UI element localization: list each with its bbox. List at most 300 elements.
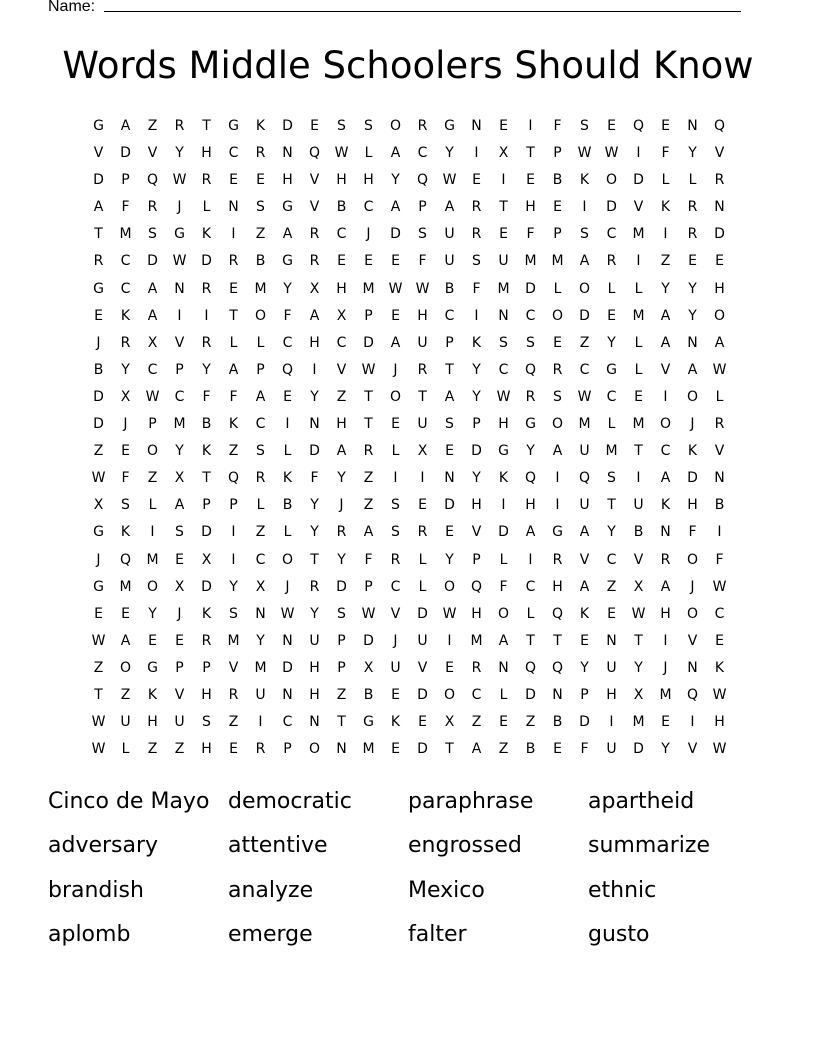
grid-letter: G — [93, 118, 104, 134]
grid-letter: R — [201, 172, 212, 189]
grid-letter: W — [712, 578, 727, 595]
grid-letter: P — [445, 334, 454, 351]
grid-row — [85, 384, 733, 411]
grid-letter: R — [201, 334, 212, 351]
grid-letter: L — [607, 416, 616, 433]
grid-letter: R — [228, 253, 239, 270]
grid-letter: B — [552, 172, 563, 189]
grid-letter: L — [499, 686, 508, 703]
grid-letter: Z — [147, 741, 158, 758]
grid-letter: E — [337, 253, 346, 270]
grid-letter: V — [660, 361, 671, 378]
grid-letter: D — [525, 280, 536, 297]
grid-letter: W — [577, 145, 592, 162]
grid-letter: Z — [363, 497, 374, 514]
grid-letter: N — [282, 686, 293, 703]
grid-letter: L — [526, 605, 535, 622]
grid-letter: Z — [606, 578, 617, 595]
grid-letter: H — [309, 334, 320, 351]
grid-letter: V — [93, 145, 104, 162]
grid-letter: I — [474, 145, 479, 162]
grid-letter: P — [553, 226, 562, 243]
grid-letter: K — [201, 226, 212, 243]
grid-letter: F — [364, 551, 373, 568]
grid-letter: S — [121, 497, 130, 514]
grid-letter: S — [202, 714, 211, 731]
grid-letter: R — [363, 443, 374, 460]
grid-letter: E — [580, 632, 589, 649]
grid-letter: P — [229, 497, 238, 514]
grid-letter: P — [580, 686, 589, 703]
grid-letter: F — [688, 524, 697, 541]
grid-row — [85, 547, 733, 574]
grid-letter: E — [445, 524, 454, 541]
grid-letter: N — [498, 307, 509, 324]
grid-letter: H — [714, 280, 725, 297]
grid-letter: W — [334, 145, 349, 162]
grid-letter: B — [255, 253, 266, 270]
grid-letter: F — [310, 470, 319, 487]
grid-letter: K — [579, 172, 590, 189]
grid-letter: L — [499, 551, 508, 568]
grid-letter: E — [553, 334, 562, 351]
word-list-item: paraphrase — [408, 789, 534, 814]
page-title: Words Middle Schoolers Should Know — [62, 44, 754, 87]
grid-letter: M — [254, 280, 267, 297]
grid-letter: G — [93, 578, 104, 595]
grid-letter: U — [417, 632, 428, 649]
word-list-item: brandish — [48, 877, 144, 903]
grid-letter: A — [309, 307, 320, 324]
grid-letter: A — [390, 199, 401, 216]
grid-letter: O — [389, 118, 402, 134]
grid-letter: F — [202, 388, 211, 405]
grid-letter: V — [633, 199, 644, 216]
grid-letter: P — [175, 361, 184, 378]
grid-letter: B — [444, 280, 455, 297]
grid-letter: H — [606, 686, 617, 703]
grid-letter: T — [310, 551, 319, 568]
grid-letter: J — [177, 605, 182, 622]
grid-letter: E — [391, 253, 400, 270]
grid-letter: M — [470, 632, 483, 649]
grid-letter: C — [228, 145, 239, 162]
grid-letter: H — [525, 497, 536, 514]
grid-letter: I — [555, 470, 560, 487]
grid-letter: Y — [148, 605, 157, 622]
grid-letter: C — [606, 551, 617, 568]
grid-letter: I — [582, 199, 587, 216]
grid-letter: T — [499, 199, 508, 216]
grid-row — [85, 628, 733, 655]
grid-letter: R — [714, 416, 725, 433]
grid-letter: A — [444, 199, 455, 216]
grid-letter: J — [690, 578, 695, 595]
grid-letter: J — [123, 416, 128, 433]
grid-letter: H — [525, 199, 536, 216]
grid-letter: G — [174, 226, 185, 243]
grid-letter: K — [201, 605, 212, 622]
grid-letter: D — [687, 470, 698, 487]
word-list-item: emerge — [228, 921, 313, 947]
grid-letter: Z — [255, 524, 266, 541]
name-label: Name: — [48, 0, 96, 15]
grid-letter: E — [391, 416, 400, 433]
grid-letter: T — [94, 686, 103, 703]
grid-letter: E — [688, 253, 697, 270]
grid-letter: M — [497, 280, 510, 297]
grid-letter: G — [498, 443, 509, 460]
grid-letter: D — [363, 632, 374, 649]
grid-letter: Z — [498, 741, 509, 758]
grid-letter: K — [687, 443, 698, 460]
grid-letter: A — [471, 741, 482, 758]
grid-letter: G — [93, 280, 104, 297]
grid-letter: I — [312, 361, 317, 378]
grid-letter: O — [389, 388, 402, 405]
grid-letter: Z — [336, 686, 347, 703]
grid-letter: P — [256, 361, 265, 378]
grid-letter: N — [309, 714, 320, 731]
grid-letter: K — [147, 686, 158, 703]
grid-letter: Y — [661, 741, 670, 758]
grid-letter: J — [96, 334, 101, 351]
word-list-item: engrossed — [408, 833, 522, 859]
grid-letter: D — [579, 714, 590, 731]
grid-letter: H — [363, 172, 374, 189]
grid-letter: R — [552, 551, 563, 568]
grid-letter: C — [606, 226, 617, 243]
grid-letter: A — [147, 307, 158, 324]
grid-letter: A — [552, 443, 563, 460]
grid-row — [85, 113, 733, 140]
grid-letter: N — [660, 524, 671, 541]
grid-letter: H — [498, 416, 509, 433]
grid-row — [85, 601, 733, 628]
grid-letter: R — [255, 145, 266, 162]
grid-letter: A — [363, 524, 374, 541]
grid-letter: C — [525, 578, 536, 595]
grid-letter: I — [528, 551, 533, 568]
grid-letter: O — [551, 416, 564, 433]
grid-letter: X — [309, 280, 320, 297]
grid-letter: H — [282, 172, 293, 189]
grid-letter: N — [255, 605, 266, 622]
grid-letter: V — [471, 524, 482, 541]
grid-letter: P — [337, 632, 346, 649]
grid-letter: Z — [174, 741, 185, 758]
grid-letter: M — [605, 443, 618, 460]
grid-letter: V — [687, 632, 698, 649]
grid-letter: N — [552, 686, 563, 703]
grid-letter: W — [91, 470, 106, 487]
grid-letter: C — [336, 226, 347, 243]
grid-letter: Y — [472, 388, 481, 405]
grid-letter: D — [417, 741, 428, 758]
grid-letter: E — [634, 388, 643, 405]
grid-letter: Q — [551, 605, 564, 622]
grid-letter: O — [686, 605, 699, 622]
grid-letter: N — [228, 199, 239, 216]
grid-letter: V — [579, 551, 590, 568]
grid-letter: U — [417, 334, 428, 351]
grid-letter: H — [660, 605, 671, 622]
grid-letter: B — [633, 524, 644, 541]
grid-letter: V — [309, 172, 320, 189]
grid-letter: R — [309, 253, 320, 270]
grid-letter: N — [498, 659, 509, 676]
grid-letter: X — [498, 145, 509, 162]
grid-letter: V — [228, 659, 239, 676]
grid-letter: T — [634, 632, 643, 649]
grid-letter: O — [686, 551, 699, 568]
grid-letter: Y — [283, 280, 292, 297]
letter-grid — [85, 113, 733, 763]
grid-letter: K — [255, 118, 266, 134]
grid-letter: D — [471, 443, 482, 460]
word-list-item: attentive — [228, 833, 328, 859]
word-list-item: adversary — [48, 833, 159, 859]
grid-letter: T — [634, 443, 643, 460]
grid-letter: D — [633, 741, 644, 758]
grid-letter: I — [231, 226, 236, 243]
grid-letter: G — [282, 199, 293, 216]
grid-letter: Z — [579, 334, 590, 351]
grid-row — [85, 519, 733, 546]
grid-letter: W — [91, 714, 106, 731]
grid-letter: J — [690, 416, 695, 433]
grid-letter: Y — [634, 659, 643, 676]
grid-letter: W — [361, 605, 376, 622]
grid-letter: A — [660, 578, 671, 595]
grid-letter: L — [121, 741, 130, 758]
grid-letter: O — [443, 578, 456, 595]
grid-letter: W — [172, 172, 187, 189]
grid-letter: G — [228, 118, 239, 134]
grid-letter: J — [393, 361, 398, 378]
grid-letter: A — [93, 199, 104, 216]
grid-letter: O — [281, 551, 294, 568]
grid-letter: E — [391, 686, 400, 703]
grid-letter: D — [444, 497, 455, 514]
grid-letter: E — [94, 605, 103, 622]
grid-letter: G — [525, 416, 536, 433]
grid-letter: Q — [524, 659, 537, 676]
grid-letter: R — [471, 659, 482, 676]
grid-letter: T — [202, 118, 211, 134]
grid-letter: O — [578, 280, 591, 297]
grid-letter: G — [363, 714, 374, 731]
grid-letter: Y — [337, 551, 346, 568]
grid-letter: H — [201, 686, 212, 703]
grid-letter: I — [501, 497, 506, 514]
grid-letter: C — [336, 334, 347, 351]
grid-letter: W — [712, 361, 727, 378]
grid-letter: Y — [445, 551, 454, 568]
grid-letter: D — [336, 578, 347, 595]
grid-row — [85, 655, 733, 682]
grid-letter: R — [390, 551, 401, 568]
grid-letter: W — [712, 741, 727, 758]
grid-letter: T — [229, 307, 238, 324]
grid-letter: Z — [525, 714, 536, 731]
grid-letter: R — [147, 199, 158, 216]
grid-letter: Y — [445, 145, 454, 162]
grid-letter: X — [363, 659, 374, 676]
grid-letter: R — [471, 199, 482, 216]
grid-letter: Y — [688, 145, 697, 162]
grid-letter: Q — [308, 145, 321, 162]
grid-letter: F — [661, 145, 670, 162]
grid-letter: F — [580, 741, 589, 758]
grid-letter: R — [228, 686, 239, 703]
grid-letter: E — [391, 741, 400, 758]
grid-row — [85, 221, 733, 248]
grid-letter: A — [120, 118, 131, 134]
grid-letter: C — [606, 388, 617, 405]
grid-letter: E — [445, 659, 454, 676]
grid-letter: E — [256, 172, 265, 189]
grid-letter: P — [472, 551, 481, 568]
grid-letter: Y — [607, 334, 616, 351]
grid-letter: H — [471, 605, 482, 622]
grid-letter: S — [580, 118, 589, 134]
grid-letter: D — [417, 686, 428, 703]
grid-row — [85, 140, 733, 167]
grid-letter: P — [418, 199, 427, 216]
grid-letter: Z — [471, 714, 482, 731]
grid-letter: R — [201, 632, 212, 649]
grid-letter: I — [231, 524, 236, 541]
grid-letter: I — [636, 145, 641, 162]
grid-letter: N — [714, 199, 725, 216]
grid-letter: R — [201, 280, 212, 297]
grid-letter: S — [256, 199, 265, 216]
grid-letter: U — [606, 741, 617, 758]
grid-letter: I — [420, 470, 425, 487]
grid-letter: A — [660, 470, 671, 487]
grid-letter: D — [309, 443, 320, 460]
grid-letter: A — [579, 578, 590, 595]
grid-letter: E — [175, 551, 184, 568]
grid-letter: G — [282, 253, 293, 270]
grid-letter: E — [148, 632, 157, 649]
grid-letter: E — [553, 199, 562, 216]
grid-row — [85, 167, 733, 194]
grid-letter: X — [201, 551, 212, 568]
grid-letter: N — [714, 470, 725, 487]
grid-letter: D — [579, 307, 590, 324]
grid-letter: H — [552, 578, 563, 595]
grid-letter: O — [146, 578, 159, 595]
grid-letter: S — [472, 253, 481, 270]
grid-letter: Y — [175, 145, 184, 162]
grid-letter: N — [336, 741, 347, 758]
grid-letter: L — [634, 361, 643, 378]
grid-letter: M — [146, 551, 159, 568]
grid-letter: I — [636, 470, 641, 487]
grid-letter: F — [283, 307, 292, 324]
grid-letter: I — [528, 118, 533, 134]
grid-letter: W — [442, 172, 457, 189]
grid-letter: P — [337, 659, 346, 676]
grid-letter: W — [388, 280, 403, 297]
grid-letter: C — [579, 361, 590, 378]
grid-letter: H — [336, 416, 347, 433]
grid-letter: C — [417, 145, 428, 162]
word-list-item: falter — [408, 921, 467, 947]
grid-letter: T — [526, 145, 535, 162]
grid-letter: S — [526, 334, 535, 351]
grid-letter: R — [255, 470, 266, 487]
grid-letter: W — [280, 605, 295, 622]
grid-letter: C — [660, 443, 671, 460]
grid-letter: P — [364, 578, 373, 595]
grid-letter: Y — [229, 578, 238, 595]
grid-letter: N — [282, 632, 293, 649]
grid-letter: E — [229, 741, 238, 758]
grid-letter: K — [498, 470, 509, 487]
grid-letter: L — [148, 497, 157, 514]
grid-letter: K — [228, 416, 239, 433]
grid-letter: I — [717, 524, 722, 541]
grid-letter: B — [336, 199, 347, 216]
grid-letter: A — [174, 497, 185, 514]
grid-letter: C — [282, 334, 293, 351]
grid-letter: U — [390, 659, 401, 676]
grid-letter: C — [363, 199, 374, 216]
grid-letter: L — [634, 280, 643, 297]
grid-letter: C — [471, 686, 482, 703]
grid-row — [85, 357, 733, 384]
grid-letter: M — [578, 416, 591, 433]
grid-letter: V — [336, 361, 347, 378]
grid-letter: S — [391, 497, 400, 514]
grid-letter: T — [607, 497, 616, 514]
grid-letter: Q — [686, 686, 699, 703]
grid-letter: K — [201, 443, 212, 460]
grid-letter: E — [310, 118, 319, 134]
grid-letter: E — [418, 714, 427, 731]
grid-letter: D — [282, 118, 293, 134]
grid-letter: V — [390, 605, 401, 622]
grid-row — [85, 194, 733, 221]
grid-letter: Y — [472, 361, 481, 378]
grid-letter: P — [283, 741, 292, 758]
grid-letter: Q — [524, 470, 537, 487]
grid-letter: Q — [524, 361, 537, 378]
grid-letter: W — [91, 632, 106, 649]
grid-letter: Q — [281, 361, 294, 378]
grid-letter: M — [632, 307, 645, 324]
grid-letter: Y — [472, 470, 481, 487]
grid-letter: D — [525, 686, 536, 703]
grid-row — [85, 465, 733, 492]
grid-letter: I — [177, 307, 182, 324]
grid-letter: L — [553, 280, 562, 297]
grid-letter: E — [391, 307, 400, 324]
grid-letter: Y — [175, 443, 184, 460]
grid-letter: E — [526, 172, 535, 189]
grid-letter: K — [714, 659, 725, 676]
grid-letter: E — [445, 443, 454, 460]
grid-letter: K — [282, 470, 293, 487]
grid-letter: F — [553, 118, 562, 134]
word-list-item: summarize — [588, 833, 710, 859]
grid-letter: N — [606, 632, 617, 649]
grid-letter: I — [258, 714, 263, 731]
grid-letter: S — [553, 388, 562, 405]
